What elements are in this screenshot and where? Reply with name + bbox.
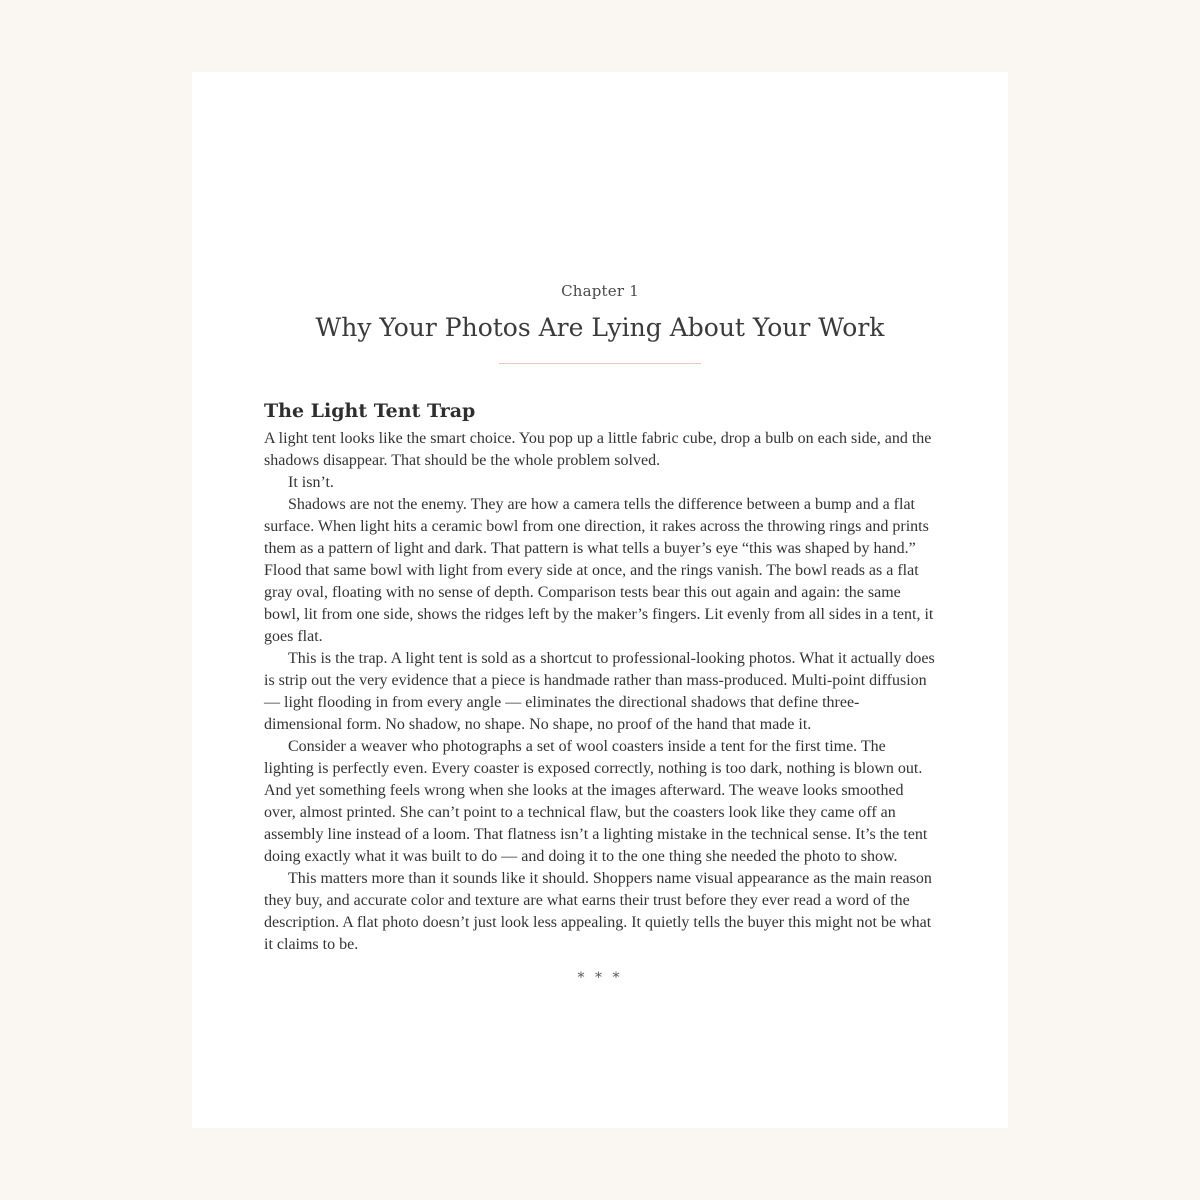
paragraph-5: Consider a weaver who photographs a set of wool coasters inside a tent for the first time. The lighting is perfectly even. Every coaster is exposed correctly, nothing is too dark, nothing is blown out. And yet something feels wrong when she looks at the images afterward. The weave looks smoothed over, almost printed. She can’t point to a technical flaw, but the coasters look like they came off an assembly line instead of a loom. That flatness isn’t a lighting mistake in the technical sense. It’s the tent doing exactly what it was built to do — and doing it to the one thing she needed the photo to show. [264,737,928,865]
section-body [264,428,936,956]
paragraph-4: This is the trap. A light tent is sold as a shortcut to professional-looking photos. What it actually does is strip out the very evidence that a piece is handmade rather than mass-produced. Multi-point diffusion — light flooding in from every angle — eliminates the directional shadows that define three-dimensional form. No shadow, no shape. No shape, no proof of the hand that made it. [264,649,935,733]
page-content [264,282,936,986]
chapter-title: Why Your Photos Are Lying About Your Work [315,313,885,342]
paragraph-6: This matters more than it sounds like it should. Shoppers name visual appearance as the main reason they buy, and accurate color and texture are what earns their trust before they ever read a word of the description. A flat photo doesn’t just look less appealing. It quietly tells the buyer this might not be what it claims to be. [264,869,932,953]
title-divider [499,363,701,364]
paragraph-3: Shadows are not the enemy. They are how a camera tells the difference between a bump and a flat surface. When light hits a ceramic bowl from one direction, it rakes across the throwing rings and prints them as a pattern of light and dark. That pattern is what tells a buyer’s eye “this was shaped by hand.” Flood that same bowl with light from every side at once, and the rings vanish. The bowl reads as a flat gray oval, floating with no sense of depth. Comparison tests bear this out again and again: the same bowl, lit from one side, shows the ridges left by the maker’s fingers. Lit evenly from all sides in a tent, it goes flat. [264,495,934,645]
paragraph-2: It isn’t. [288,473,334,491]
section-heading: The Light Tent Trap [264,399,476,422]
chapter-label: Chapter 1 [561,282,639,300]
paragraph-1: A light tent looks like the smart choice. You pop up a little fabric cube, drop a bulb on each side, and the shadows disappear. That should be the whole problem solved. [264,429,932,469]
book-page [192,72,1008,1128]
scene-break: * * * [577,969,623,986]
